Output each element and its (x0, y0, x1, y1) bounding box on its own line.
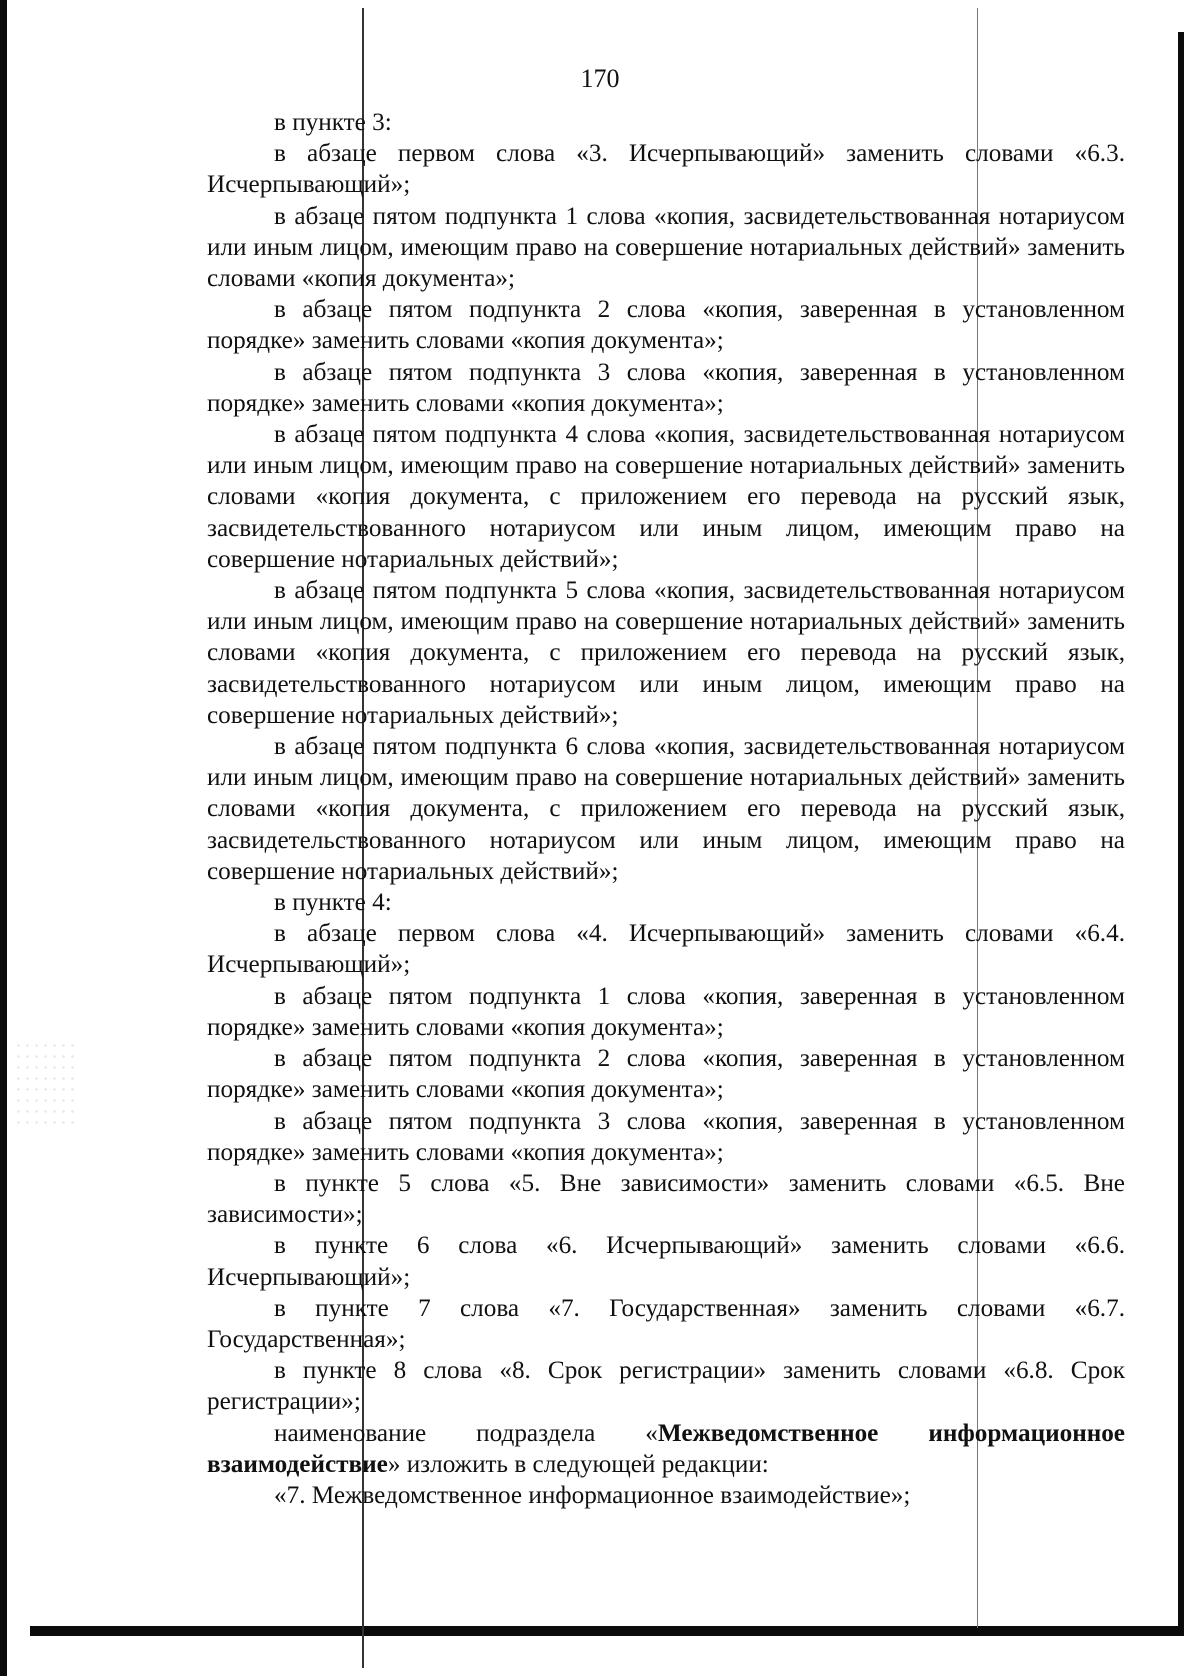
paragraph: в пункте 3: (274, 109, 392, 136)
subsection-title-bold: Межведомственное информационное взаимодействие (207, 1419, 1125, 1478)
page-number: 170 (580, 64, 620, 93)
paragraph: в пункте 8 слова «8. Срок регистрации» заменить словами «6.8. Срок регистрации»; (207, 1357, 1125, 1416)
paragraph: в абзаце пятом подпункта 5 слова «копия, засвидетельствованная нотариусом или иным лицом, имеющим право на совершение нотариальных действий» заменить словами «копия документа, с приложением его перевода на русский язык, засвидетельствованного нотариусом или иным лицом, имеющим право на совершение нотариальных действий»; (207, 577, 1125, 729)
paragraph: в абзаце пятом подпункта 2 слова «копия, заверенная в установленном порядке» заменить словами «копия документа»; (207, 296, 1125, 355)
paragraph: в абзаце пятом подпункта 6 слова «копия, засвидетельствованная нотариусом или иным лицом, имеющим право на совершение нотариальных действий» заменить словами «копия документа, с приложением его перевода на русский язык, засвидетельствованного нотариусом или иным лицом, имеющим право на совершение нотариальных действий»; (207, 733, 1125, 885)
paragraph: в абзаце пятом подпункта 1 слова «копия, заверенная в установленном порядке» заменить словами «копия документа»; (207, 982, 1125, 1041)
scan-edge-bottom (30, 1626, 1184, 1636)
heading-para-after: » изложить в следующей редакции: (387, 1450, 769, 1478)
paragraph: в абзаце пятом подпункта 3 слова «копия, заверенная в установленном порядке» заменить словами «копия документа»; (207, 1107, 1125, 1166)
paragraph: в абзаце пятом подпункта 3 слова «копия, заверенная в установленном порядке» заменить словами «копия документа»; (207, 358, 1125, 417)
heading-para-before: наименование подраздела « (274, 1419, 658, 1447)
paragraph: в абзаце пятом подпункта 4 слова «копия, засвидетельствованная нотариусом или иным лицом, имеющим право на совершение нотариальных действий» заменить словами «копия документа, с приложением его перевода на русский язык, засвидетельствованного нотариусом или иным лицом, имеющим право на совершение нотариальных действий»; (207, 421, 1125, 573)
scan-edge-left (0, 0, 7, 1676)
paragraph: в абзаце пятом подпункта 2 слова «копия, заверенная в установленном порядке» заменить словами «копия документа»; (207, 1045, 1125, 1104)
paragraph: в пункте 6 слова «6. Исчерпывающий» заменить словами «6.6. Исчерпывающий»; (207, 1232, 1125, 1291)
paragraph: в абзаце первом слова «4. Исчерпывающий» заменить словами «6.4. Исчерпывающий»; (207, 920, 1125, 979)
paragraph: в пункте 7 слова «7. Государственная» заменить словами «6.7. Государственная»; (207, 1294, 1125, 1353)
scan-speckle (14, 1040, 74, 1130)
scan-edge-right (1178, 32, 1184, 1632)
document-body (207, 107, 1125, 1511)
subsection-rename-paragraph (207, 1418, 1125, 1480)
paragraph: в пункте 4: (274, 889, 392, 917)
paragraph: «7. Межведомственное информационное взаимодействие»; (274, 1481, 911, 1509)
paragraph: в абзаце пятом подпункта 1 слова «копия, засвидетельствованная нотариусом или иным лицом, имеющим право на совершение нотариальных действий» заменить словами «копия документа»; (207, 202, 1125, 293)
paragraph: в пункте 5 слова «5. Вне зависимости» заменить словами «6.5. Вне зависимости»; (207, 1169, 1125, 1229)
paragraph: в абзаце первом слова «3. Исчерпывающий» заменить словами «6.3. Исчерпывающий»; (207, 140, 1125, 199)
